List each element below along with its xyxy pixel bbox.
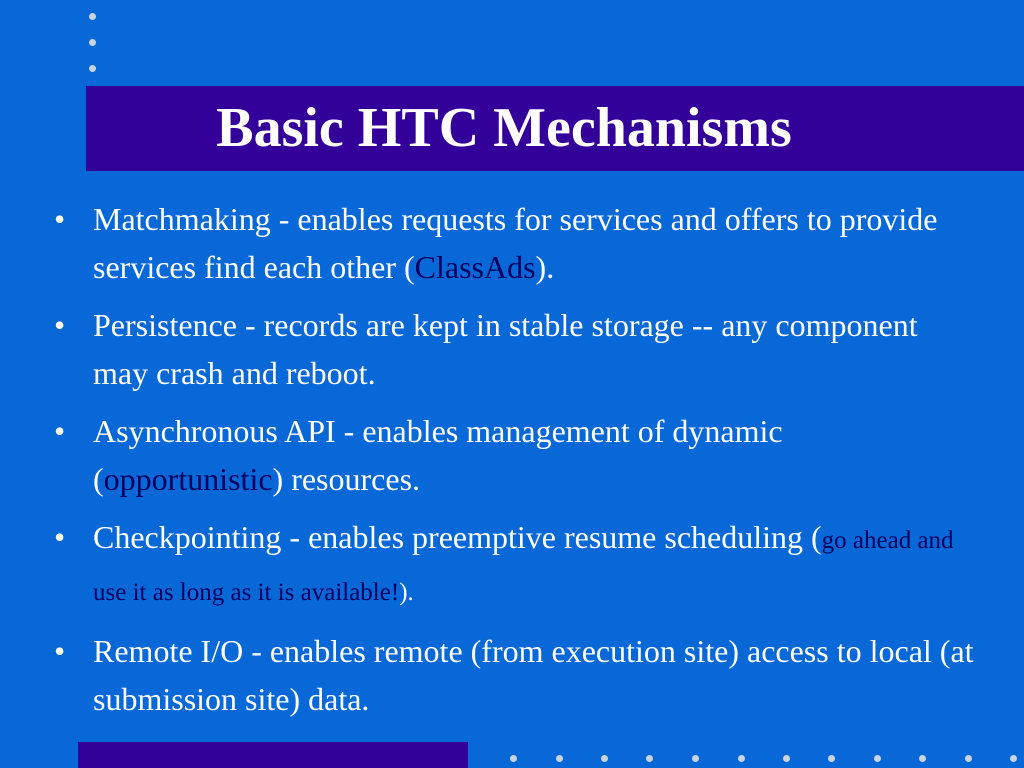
bullet-text-end: ). [399,579,414,606]
decor-dot [1010,755,1017,762]
bullet-text-end: ). [535,249,555,285]
bullet-list [50,195,980,733]
bullet-icon: • [54,519,66,555]
decor-dot [556,755,563,762]
decor-dot [783,755,790,762]
bullet-highlight: opportunistic [103,461,273,497]
decor-dot [828,755,835,762]
decor-dot [89,13,96,20]
bullet-highlight: go ahead and use it as long as it is available! [93,527,954,606]
bullet-item-persistence [50,301,980,397]
bullet-icon: • [54,201,66,237]
decor-dot [738,755,745,762]
decor-dot [919,755,926,762]
bullet-icon: • [54,413,66,449]
decor-dot [601,755,608,762]
decor-dot [646,755,653,762]
bullet-item-remote-io [50,627,980,723]
decor-dot [874,755,881,762]
decor-dot [510,755,517,762]
bullet-text: Persistence - records are kept in stable storage -- any component may crash and reboot. [93,307,918,391]
slide-title: Basic HTC Mechanisms [216,97,792,159]
decor-dot [692,755,699,762]
bullet-text-end: ) resources. [272,461,421,497]
bullet-text: Matchmaking - enables requests for services and offers to provide services find each other ( [93,201,938,285]
bullet-item-async-api [50,407,980,503]
bullet-item-checkpointing [50,513,980,617]
bottom-bar [78,742,468,768]
bullet-highlight: ClassAds [414,249,536,285]
bullet-item-matchmaking [50,195,980,291]
bullet-icon: • [54,633,66,669]
decor-dot [89,65,96,72]
bullet-text: Asynchronous API - enables management of dynamic ( [93,413,783,497]
decor-dot [89,39,96,46]
bullet-text: Remote I/O - enables remote (from execution site) access to local (at submission site) data. [93,633,974,717]
decor-dot [965,755,972,762]
bullet-text: Checkpointing - enables preemptive resume scheduling ( [93,519,822,555]
bullet-icon: • [54,307,66,343]
